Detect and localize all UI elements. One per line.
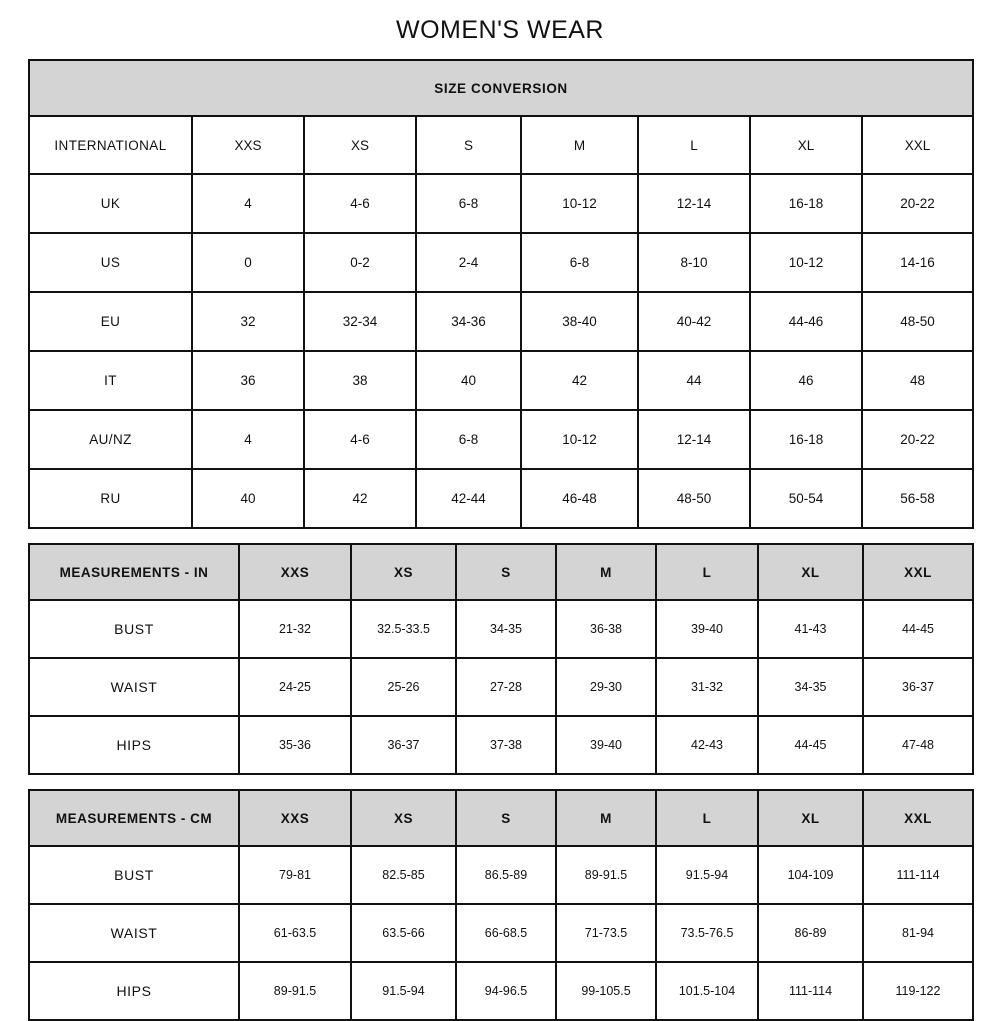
cell: 86.5-89: [456, 846, 556, 904]
cell: 4-6: [304, 174, 416, 233]
cell: 10-12: [521, 410, 638, 469]
size-conversion-banner: SIZE CONVERSION: [29, 60, 973, 116]
cell: 48: [862, 351, 973, 410]
column-header-xl: XL: [750, 116, 862, 174]
cell: 86-89: [758, 904, 863, 962]
cell: 37-38: [456, 716, 556, 774]
cell: 40-42: [638, 292, 750, 351]
column-header-xl: XL: [758, 790, 863, 846]
cell: 39-40: [556, 716, 656, 774]
cell: 82.5-85: [351, 846, 456, 904]
row-label: EU: [29, 292, 192, 351]
table-row: [29, 351, 973, 410]
cell: 41-43: [758, 600, 863, 658]
column-header-xl: XL: [758, 544, 863, 600]
cell: 21-32: [239, 600, 351, 658]
cell: 20-22: [862, 410, 973, 469]
cell: 38-40: [521, 292, 638, 351]
cell: 6-8: [416, 174, 521, 233]
cell: 44-45: [863, 600, 973, 658]
table-row-header: [29, 544, 973, 600]
cell: 34-35: [758, 658, 863, 716]
cell: 46: [750, 351, 862, 410]
column-header-xxs: XXS: [239, 790, 351, 846]
cell: 32.5-33.5: [351, 600, 456, 658]
cell: 94-96.5: [456, 962, 556, 1020]
table-row: [29, 292, 973, 351]
cell: 32: [192, 292, 304, 351]
cell: 10-12: [521, 174, 638, 233]
cell: 40: [416, 351, 521, 410]
cell: 24-25: [239, 658, 351, 716]
page-title: WOMEN'S WEAR: [396, 16, 604, 44]
cell: 14-16: [862, 233, 973, 292]
column-header-xs: XS: [351, 790, 456, 846]
cell: 46-48: [521, 469, 638, 528]
cell: 73.5-76.5: [656, 904, 758, 962]
cell: 63.5-66: [351, 904, 456, 962]
column-header-xs: XS: [304, 116, 416, 174]
cell: 38: [304, 351, 416, 410]
cell: 36-38: [556, 600, 656, 658]
row-label: BUST: [29, 600, 239, 658]
column-header-m: M: [521, 116, 638, 174]
row-label: HIPS: [29, 962, 239, 1020]
column-header-measurements-in: MEASUREMENTS - IN: [29, 544, 239, 600]
cell: 42-43: [656, 716, 758, 774]
cell: 25-26: [351, 658, 456, 716]
cell: 42: [521, 351, 638, 410]
column-header-s: S: [416, 116, 521, 174]
cell: 10-12: [750, 233, 862, 292]
cell: 101.5-104: [656, 962, 758, 1020]
column-header-international: INTERNATIONAL: [29, 116, 192, 174]
cell: 91.5-94: [656, 846, 758, 904]
cell: 31-32: [656, 658, 758, 716]
cell: 0-2: [304, 233, 416, 292]
size-conversion-table: [28, 59, 974, 529]
column-header-m: M: [556, 544, 656, 600]
measurements-inches-table: [28, 543, 974, 775]
cell: 44-46: [750, 292, 862, 351]
row-label: AU/NZ: [29, 410, 192, 469]
cell: 66-68.5: [456, 904, 556, 962]
table-row: [29, 658, 973, 716]
cell: 4: [192, 174, 304, 233]
cell: 44-45: [758, 716, 863, 774]
table-row: [29, 962, 973, 1020]
column-header-xxl: XXL: [863, 544, 973, 600]
cell: 39-40: [656, 600, 758, 658]
table-row-header: [29, 116, 973, 174]
cell: 0: [192, 233, 304, 292]
cell: 6-8: [521, 233, 638, 292]
cell: 42: [304, 469, 416, 528]
cell: 44: [638, 351, 750, 410]
cell: 79-81: [239, 846, 351, 904]
cell: 48-50: [638, 469, 750, 528]
cell: 35-36: [239, 716, 351, 774]
cell: 36-37: [351, 716, 456, 774]
cell: 12-14: [638, 410, 750, 469]
table-row: [29, 233, 973, 292]
table-row-header: [29, 790, 973, 846]
cell: 99-105.5: [556, 962, 656, 1020]
cell: 111-114: [758, 962, 863, 1020]
cell: 6-8: [416, 410, 521, 469]
cell: 50-54: [750, 469, 862, 528]
column-header-measurements-cm: MEASUREMENTS - CM: [29, 790, 239, 846]
column-header-xxs: XXS: [192, 116, 304, 174]
column-header-xxl: XXL: [862, 116, 973, 174]
row-label: US: [29, 233, 192, 292]
cell: 4: [192, 410, 304, 469]
column-header-l: L: [656, 790, 758, 846]
column-header-xxl: XXL: [863, 790, 973, 846]
row-label: WAIST: [29, 904, 239, 962]
row-label: WAIST: [29, 658, 239, 716]
cell: 48-50: [862, 292, 973, 351]
column-header-l: L: [638, 116, 750, 174]
cell: 40: [192, 469, 304, 528]
column-header-s: S: [456, 544, 556, 600]
row-label: IT: [29, 351, 192, 410]
table-row: [29, 904, 973, 962]
table-row: [29, 410, 973, 469]
cell: 61-63.5: [239, 904, 351, 962]
table-row: [29, 174, 973, 233]
row-label: UK: [29, 174, 192, 233]
cell: 89-91.5: [556, 846, 656, 904]
row-label: HIPS: [29, 716, 239, 774]
cell: 16-18: [750, 410, 862, 469]
cell: 36-37: [863, 658, 973, 716]
cell: 16-18: [750, 174, 862, 233]
row-label: BUST: [29, 846, 239, 904]
column-header-xxs: XXS: [239, 544, 351, 600]
cell: 29-30: [556, 658, 656, 716]
cell: 2-4: [416, 233, 521, 292]
cell: 8-10: [638, 233, 750, 292]
cell: 119-122: [863, 962, 973, 1020]
cell: 20-22: [862, 174, 973, 233]
cell: 42-44: [416, 469, 521, 528]
cell: 4-6: [304, 410, 416, 469]
cell: 32-34: [304, 292, 416, 351]
column-header-xs: XS: [351, 544, 456, 600]
cell: 89-91.5: [239, 962, 351, 1020]
column-header-m: M: [556, 790, 656, 846]
row-label: RU: [29, 469, 192, 528]
table-row-banner: [29, 60, 973, 116]
table-row: [29, 846, 973, 904]
cell: 104-109: [758, 846, 863, 904]
table-row: [29, 600, 973, 658]
table-row: [29, 716, 973, 774]
cell: 71-73.5: [556, 904, 656, 962]
column-header-l: L: [656, 544, 758, 600]
measurements-cm-table: [28, 789, 974, 1021]
cell: 111-114: [863, 846, 973, 904]
cell: 34-36: [416, 292, 521, 351]
cell: 36: [192, 351, 304, 410]
column-header-s: S: [456, 790, 556, 846]
cell: 91.5-94: [351, 962, 456, 1020]
cell: 27-28: [456, 658, 556, 716]
cell: 47-48: [863, 716, 973, 774]
cell: 34-35: [456, 600, 556, 658]
cell: 12-14: [638, 174, 750, 233]
cell: 56-58: [862, 469, 973, 528]
cell: 81-94: [863, 904, 973, 962]
table-row: [29, 469, 973, 528]
